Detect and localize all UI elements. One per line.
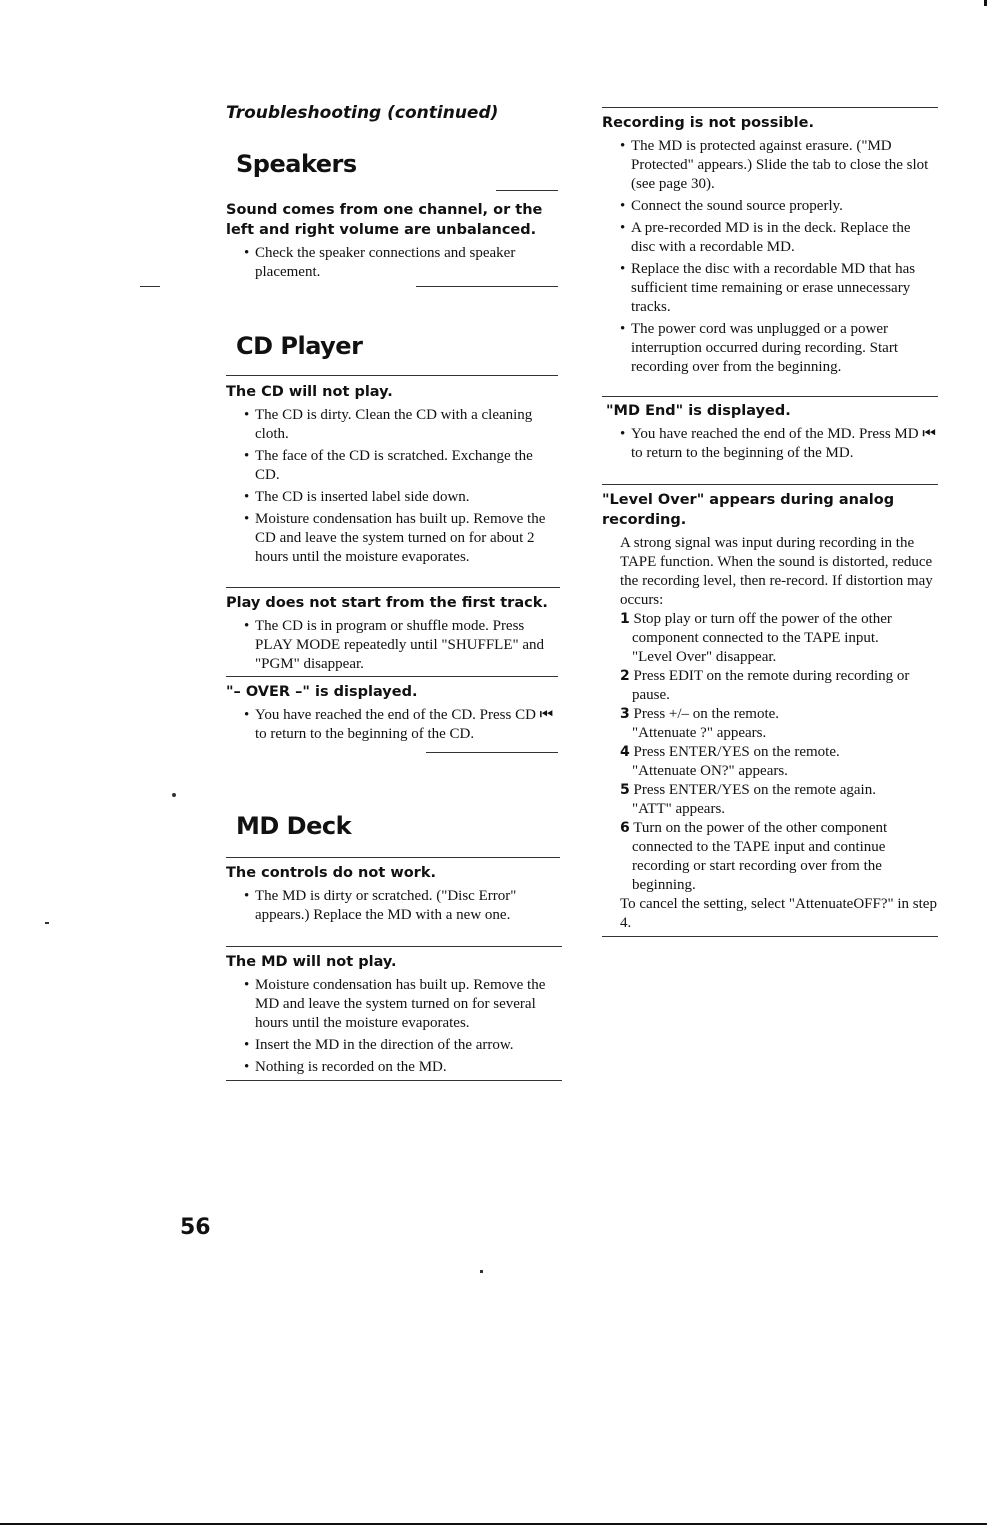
divider (226, 676, 558, 677)
list-item: • The CD is in program or shuffle mode. Press PLAY MODE repeatedly until "SHUFFLE" and "PGM" disappear. (244, 618, 545, 672)
scan-speck (172, 793, 176, 797)
list-item: • You have reached the end of the CD. Press CD ⏮ to return to the beginning of the CD. (244, 707, 554, 742)
scan-speck (45, 922, 49, 924)
divider (426, 752, 558, 753)
issue-speakers-unbalanced (226, 190, 558, 287)
scan-speck (140, 286, 160, 287)
section-title-cd-player: CD Player (236, 332, 363, 360)
issue-play-not-from-first-track (226, 587, 560, 677)
list-item: • The CD is inserted label side down. (244, 489, 470, 505)
level-over-steps (602, 610, 938, 895)
issue-recording-not-possible (602, 107, 938, 380)
issue-bullets (226, 617, 560, 674)
issue-over-displayed (226, 676, 558, 753)
step-note: "ATT" appears. (632, 801, 726, 817)
section-title-speakers: Speakers (236, 150, 357, 178)
divider (226, 1080, 562, 1081)
issue-heading: The CD will not play. (226, 384, 393, 400)
issue-heading: Sound comes from one channel, or the left and right volume are unbalanced. (226, 202, 543, 238)
issue-bullets (226, 706, 558, 744)
issue-cd-will-not-play (226, 375, 558, 570)
step-item: 6 Turn on the power of the other component connected to the TAPE input and continue recording or start recording over from the beginning. (620, 820, 888, 893)
issue-bullets (602, 425, 938, 463)
issue-md-will-not-play (226, 946, 562, 1081)
scan-speck (480, 1270, 483, 1273)
issue-heading: Recording is not possible. (602, 115, 814, 131)
issue-bullets (226, 244, 558, 282)
divider (226, 946, 562, 947)
list-item: • The face of the CD is scratched. Exchange the CD. (244, 448, 533, 483)
list-item: • Moisture condensation has built up. Remove the CD and leave the system turned on for about 2 hours until the moisture evaporates. (244, 511, 546, 565)
step-item: 1 Stop play or turn off the power of the other component connected to the TAPE input. (620, 611, 892, 646)
level-over-outro: To cancel the setting, select "AttenuateOFF?" in step 4. (620, 896, 937, 931)
section-title-md-deck: MD Deck (236, 812, 352, 840)
step-note: "Attenuate ?" appears. (632, 725, 767, 741)
issue-md-end-displayed (602, 396, 938, 466)
list-item: • The CD is dirty. Clean the CD with a cleaning cloth. (244, 407, 533, 442)
page-number: 56 (180, 1215, 211, 1240)
divider (226, 375, 558, 376)
issue-controls-do-not-work (226, 857, 560, 928)
divider (226, 587, 560, 588)
divider (602, 484, 938, 485)
divider (602, 936, 938, 937)
issue-heading: The controls do not work. (226, 865, 436, 881)
step-item: 2 Press EDIT on the remote during recording or pause. (620, 668, 910, 703)
list-item: • The MD is dirty or scratched. ("Disc Error" appears.) Replace the MD with a new one. (244, 888, 517, 923)
list-item: • A pre-recorded MD is in the deck. Replace the disc with a recordable MD. (620, 220, 911, 255)
list-item: • The power cord was unplugged or a power interruption occurred during recording. Start recording over from the beginning. (620, 321, 898, 375)
issue-bullets (226, 887, 560, 925)
issue-heading: "– OVER –" is displayed. (226, 684, 418, 700)
issue-heading: Play does not start from the first track. (226, 595, 548, 611)
step-note: "Attenuate ON?" appears. (632, 763, 788, 779)
level-over-intro: A strong signal was input during recording in the TAPE function. When the sound is distorted, reduce the recording level, then re-record. If distortion may occurs: (620, 535, 933, 608)
running-head: Troubleshooting (continued) (226, 103, 499, 123)
issue-heading: "MD End" is displayed. (606, 403, 791, 419)
issue-heading: "Level Over" appears during analog recording. (602, 492, 895, 528)
list-item: • Nothing is recorded on the MD. (244, 1059, 447, 1075)
list-item: • You have reached the end of the MD. Press MD ⏮ to return to the beginning of the MD. (620, 426, 936, 461)
scan-bottom-edge (0, 1523, 987, 1525)
divider (496, 190, 558, 191)
issue-bullets (602, 137, 938, 377)
issue-heading: The MD will not play. (226, 954, 397, 970)
list-item: • Replace the disc with a recordable MD that has sufficient time remaining or erase unnecessary tracks. (620, 261, 916, 315)
divider (416, 286, 558, 287)
list-item: • The MD is protected against erasure. ("MD Protected" appears.) Slide the tab to close the slot (see page 30). (620, 138, 929, 192)
step-item: 5 Press ENTER/YES on the remote again. (620, 782, 876, 798)
list-item: • Insert the MD in the direction of the arrow. (244, 1037, 514, 1053)
list-item: • Connect the sound source properly. (620, 198, 843, 214)
issue-bullets (226, 976, 562, 1077)
divider (602, 107, 938, 108)
divider (602, 396, 938, 397)
issue-level-over (602, 484, 938, 937)
step-item: 3 Press +/– on the remote. (620, 706, 780, 722)
step-note: "Level Over" disappear. (632, 649, 777, 665)
divider (226, 857, 560, 858)
issue-bullets (226, 406, 558, 567)
list-item: • Moisture condensation has built up. Remove the MD and leave the system turned on for several hours until the moisture evaporates. (244, 977, 546, 1031)
step-item: 4 Press ENTER/YES on the remote. (620, 744, 840, 760)
list-item: • Check the speaker connections and speaker placement. (244, 245, 516, 280)
